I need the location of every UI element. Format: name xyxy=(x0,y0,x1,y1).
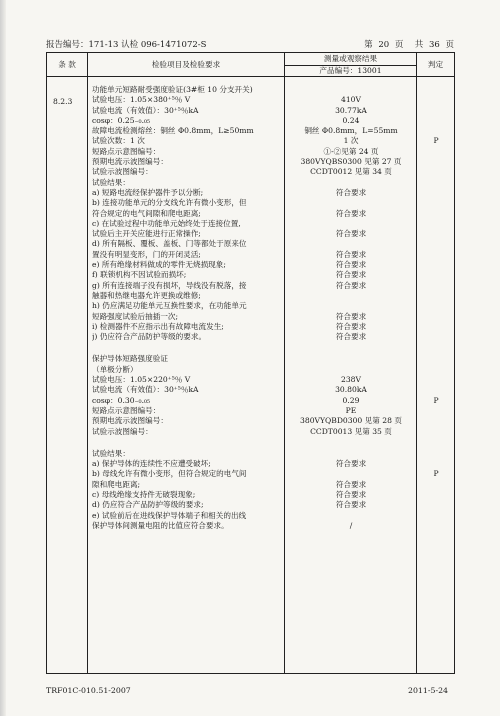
verdict-line xyxy=(421,291,451,301)
page-total: 共 36 页 xyxy=(414,40,454,50)
item-line: （单极分断） xyxy=(92,364,138,374)
measure-header: 测量或观察结果 xyxy=(285,53,416,66)
measure-line: 符合要求 xyxy=(335,229,367,239)
item-line: 触器和热继电器允许更换或维修; xyxy=(92,290,201,300)
measure-line: 380VYQBS0300 见第 27 页 xyxy=(300,157,402,167)
verdict-line xyxy=(421,95,451,105)
verdict-line xyxy=(421,521,451,531)
verdict-line xyxy=(421,167,451,177)
measure-line: CCDT0012 见第 34 页 xyxy=(310,167,392,177)
verdict-line xyxy=(421,85,451,95)
verdict-line xyxy=(421,209,451,219)
measure-line: / xyxy=(349,520,353,530)
item-line: 隙和爬电距离; xyxy=(92,479,141,489)
measure-line xyxy=(289,365,413,375)
verdict-line xyxy=(421,126,451,136)
measure-line: 符合要求 xyxy=(335,332,367,342)
item-line: h) 仍应满足功能单元互换性要求，在功能单元 xyxy=(92,301,247,311)
measure-line: 符合要求 xyxy=(335,311,367,321)
verdict-line xyxy=(421,281,451,291)
verdict-line xyxy=(421,198,451,208)
item-line: 置没有明显变形，门的开闭灵活; xyxy=(92,249,201,259)
measure-lines xyxy=(285,77,416,531)
measure-line: 铜丝 Φ0.8mm，L=55mm xyxy=(304,126,398,136)
measure-line: 30.80kA xyxy=(335,385,367,395)
verdict-line xyxy=(421,301,451,311)
item-line: 试验结果： xyxy=(92,448,130,458)
item-line: d) 仍应符合产品防护等级的要求; xyxy=(92,500,204,510)
verdict-lines xyxy=(417,77,454,531)
item-line: 保护导体间测量电阻的比值应符合要求。 xyxy=(92,520,229,530)
verdict-line xyxy=(421,239,451,249)
verdict-line xyxy=(421,147,451,157)
item-line: 试验示波图编号： xyxy=(92,167,153,177)
item-line xyxy=(92,437,281,449)
verdict-line: P xyxy=(433,469,439,479)
item-line: b) 母线允许有微小变形，但符合规定的电气间 xyxy=(92,469,247,479)
measure-line: CCDT0013 见第 35 页 xyxy=(310,426,392,436)
verdict-line: P xyxy=(433,395,439,405)
measure-line: 符合要求 xyxy=(335,459,367,469)
verdict-line: P xyxy=(433,136,439,146)
verdict-line xyxy=(421,270,451,280)
measure-line: 410V xyxy=(341,95,361,105)
product-number: 产品编号：13001 xyxy=(319,66,382,75)
verdict-line xyxy=(421,332,451,342)
item-line: 短路点示意图编号： xyxy=(92,405,161,415)
verdict-line xyxy=(421,106,451,116)
verdict-line xyxy=(421,437,451,449)
verdict-line xyxy=(421,116,451,126)
measure-line: 0.29 xyxy=(342,395,360,405)
table-body-row xyxy=(47,77,455,674)
binding-edge xyxy=(0,0,6,716)
report-number xyxy=(46,40,206,50)
measure-line: 符合要求 xyxy=(335,270,367,280)
measure-line xyxy=(289,219,413,229)
verdict-line xyxy=(421,500,451,510)
item-line: 功能单元短路耐受强度验证(3#柜 10 分支开关) xyxy=(92,85,253,94)
verdict-cell xyxy=(417,77,455,674)
item-line: 符合规定的电气间隙和爬电距离; xyxy=(92,208,201,218)
measure-line: ①-②见第 24 页 xyxy=(323,146,379,156)
clause-number: 8.2.3 xyxy=(53,97,73,106)
page-indicator xyxy=(364,40,454,50)
verdict-line xyxy=(421,178,451,188)
measure-line xyxy=(289,354,413,364)
verdict-line xyxy=(421,260,451,270)
verdict-line xyxy=(421,188,451,198)
measure-line xyxy=(289,198,413,208)
item-line: f) 联锁机构不因试验而损坏; xyxy=(92,270,187,280)
report-date: 2011-5-24 xyxy=(408,686,448,695)
measure-line xyxy=(289,301,413,311)
clause-header: 条 款 xyxy=(47,53,88,77)
item-line: 预期电流示波图编号： xyxy=(92,416,168,426)
item-line: 试验电流（有效值）：30⁺⁵％kA xyxy=(92,105,199,115)
verdict-line xyxy=(421,322,451,332)
measure-line xyxy=(289,85,413,95)
item-line: d) 所有隔板、覆板、盖板、门等都处于原来位 xyxy=(92,239,247,249)
item-line: cosφ：0.25₋₀.₀₅ xyxy=(92,115,151,125)
measure-line: 0.24 xyxy=(342,115,360,125)
measure-line: 符合要求 xyxy=(335,489,367,499)
measure-line: 符合要求 xyxy=(335,249,367,259)
verdict-line xyxy=(421,219,451,229)
verdict-line xyxy=(421,342,451,354)
verdict-line xyxy=(421,449,451,459)
items-cell xyxy=(88,77,285,674)
item-line: g) 所有连接端子没有损坏，导线没有脱落，接 xyxy=(92,280,247,290)
form-number: TRF01C-010.51-2007 xyxy=(46,686,131,695)
measure-line: 符合要求 xyxy=(335,321,367,331)
measure-line: 1 次 xyxy=(343,136,359,146)
verdict-line xyxy=(421,459,451,469)
table-header-row xyxy=(47,53,455,77)
measure-header-cell xyxy=(285,53,417,77)
verdict-line xyxy=(421,406,451,416)
item-line: 保护导体短路强度验证 xyxy=(92,354,168,364)
measure-line: 符合要求 xyxy=(335,260,367,270)
verdict-line xyxy=(421,365,451,375)
item-line: e) 所有绝缘材料做成的零件无烧损现象; xyxy=(92,260,226,270)
measure-line xyxy=(289,178,413,188)
item-line: 试验电流（有效值）：30⁺⁵％kA xyxy=(92,385,199,395)
measure-line xyxy=(289,449,413,459)
item-line: 短路点示意图编号： xyxy=(92,146,161,156)
item-line: 试验电压：1.05×220⁺⁵％ V xyxy=(92,375,191,385)
measure-line: 符合要求 xyxy=(335,208,367,218)
verdict-line xyxy=(421,427,451,437)
verdict-line xyxy=(421,480,451,490)
items-header: 检验项目及检验要求 xyxy=(88,53,285,77)
test-results-table xyxy=(46,52,455,674)
item-line: 预期电流示波图编号： xyxy=(92,157,168,167)
measure-line: 30.77kA xyxy=(335,105,367,115)
item-line: e) 试验前后在进线保护导体端子和相关的出线 xyxy=(92,510,247,520)
verdict-line xyxy=(421,157,451,167)
measure-line xyxy=(289,437,413,449)
item-line: i) 检测器件不应指示出有故障电流发生; xyxy=(92,321,224,331)
item-line: b) 连接功能单元的分支线允许有微小变形，但 xyxy=(92,198,247,208)
measure-line xyxy=(289,511,413,521)
item-line: a) 保护导体的连续性不应遭受破坏; xyxy=(92,459,211,469)
item-line: 试验电压：1.05×380⁺⁵％ V xyxy=(92,95,191,105)
item-line: 试验示波图编号： xyxy=(92,426,153,436)
measure-line: 238V xyxy=(341,375,361,385)
measure-line: 符合要求 xyxy=(335,187,367,197)
items-lines xyxy=(88,77,284,531)
verdict-line xyxy=(421,416,451,426)
item-line: a) 短路电流经保护器件予以分断; xyxy=(92,187,204,197)
report-number-value: 171-13 认检 096-1471072-S xyxy=(88,40,207,50)
measure-line: 符合要求 xyxy=(335,280,367,290)
verdict-line xyxy=(421,511,451,521)
verdict-line xyxy=(421,490,451,500)
item-line: c) 母线绝缘支持件无破裂现象; xyxy=(92,489,196,499)
measure-line xyxy=(289,342,413,354)
measure-cell xyxy=(285,77,417,674)
measure-line xyxy=(289,469,413,479)
item-line: 试验后主开关应能进行正常操作; xyxy=(92,229,201,239)
item-line: 短路强度试验后抽插一次; xyxy=(92,311,179,321)
item-line: j) 仍应符合产品防护等级的要求。 xyxy=(92,332,207,342)
item-line: c) 在试验过程中功能单元始终处于连接位置, xyxy=(92,218,241,228)
page-current: 第 20 页 xyxy=(364,40,404,50)
measure-line: 符合要求 xyxy=(335,479,367,489)
verdict-header: 判定 xyxy=(417,53,455,77)
item-line: 试验次数：1 次 xyxy=(92,136,145,146)
measure-line: PE xyxy=(345,405,357,415)
verdict-line xyxy=(421,229,451,239)
item-line xyxy=(92,342,281,354)
item-line: cosφ：0.30₋₀.₀₅ xyxy=(92,395,151,405)
verdict-line xyxy=(421,354,451,364)
clause-cell xyxy=(47,77,88,674)
measure-line: 符合要求 xyxy=(335,500,367,510)
verdict-line xyxy=(421,312,451,322)
verdict-line xyxy=(421,375,451,385)
measure-line xyxy=(289,291,413,301)
verdict-line xyxy=(421,250,451,260)
report-number-label: 报告编号： xyxy=(46,40,89,50)
item-line: 故障电流检测熔丝：铜丝 Φ0.8mm，L≥50mm xyxy=(92,126,254,136)
verdict-line xyxy=(421,385,451,395)
item-line: 试验结果： xyxy=(92,177,130,187)
measure-line: 380VYQBD0300 见第 28 页 xyxy=(300,416,402,426)
measure-line xyxy=(289,239,413,249)
